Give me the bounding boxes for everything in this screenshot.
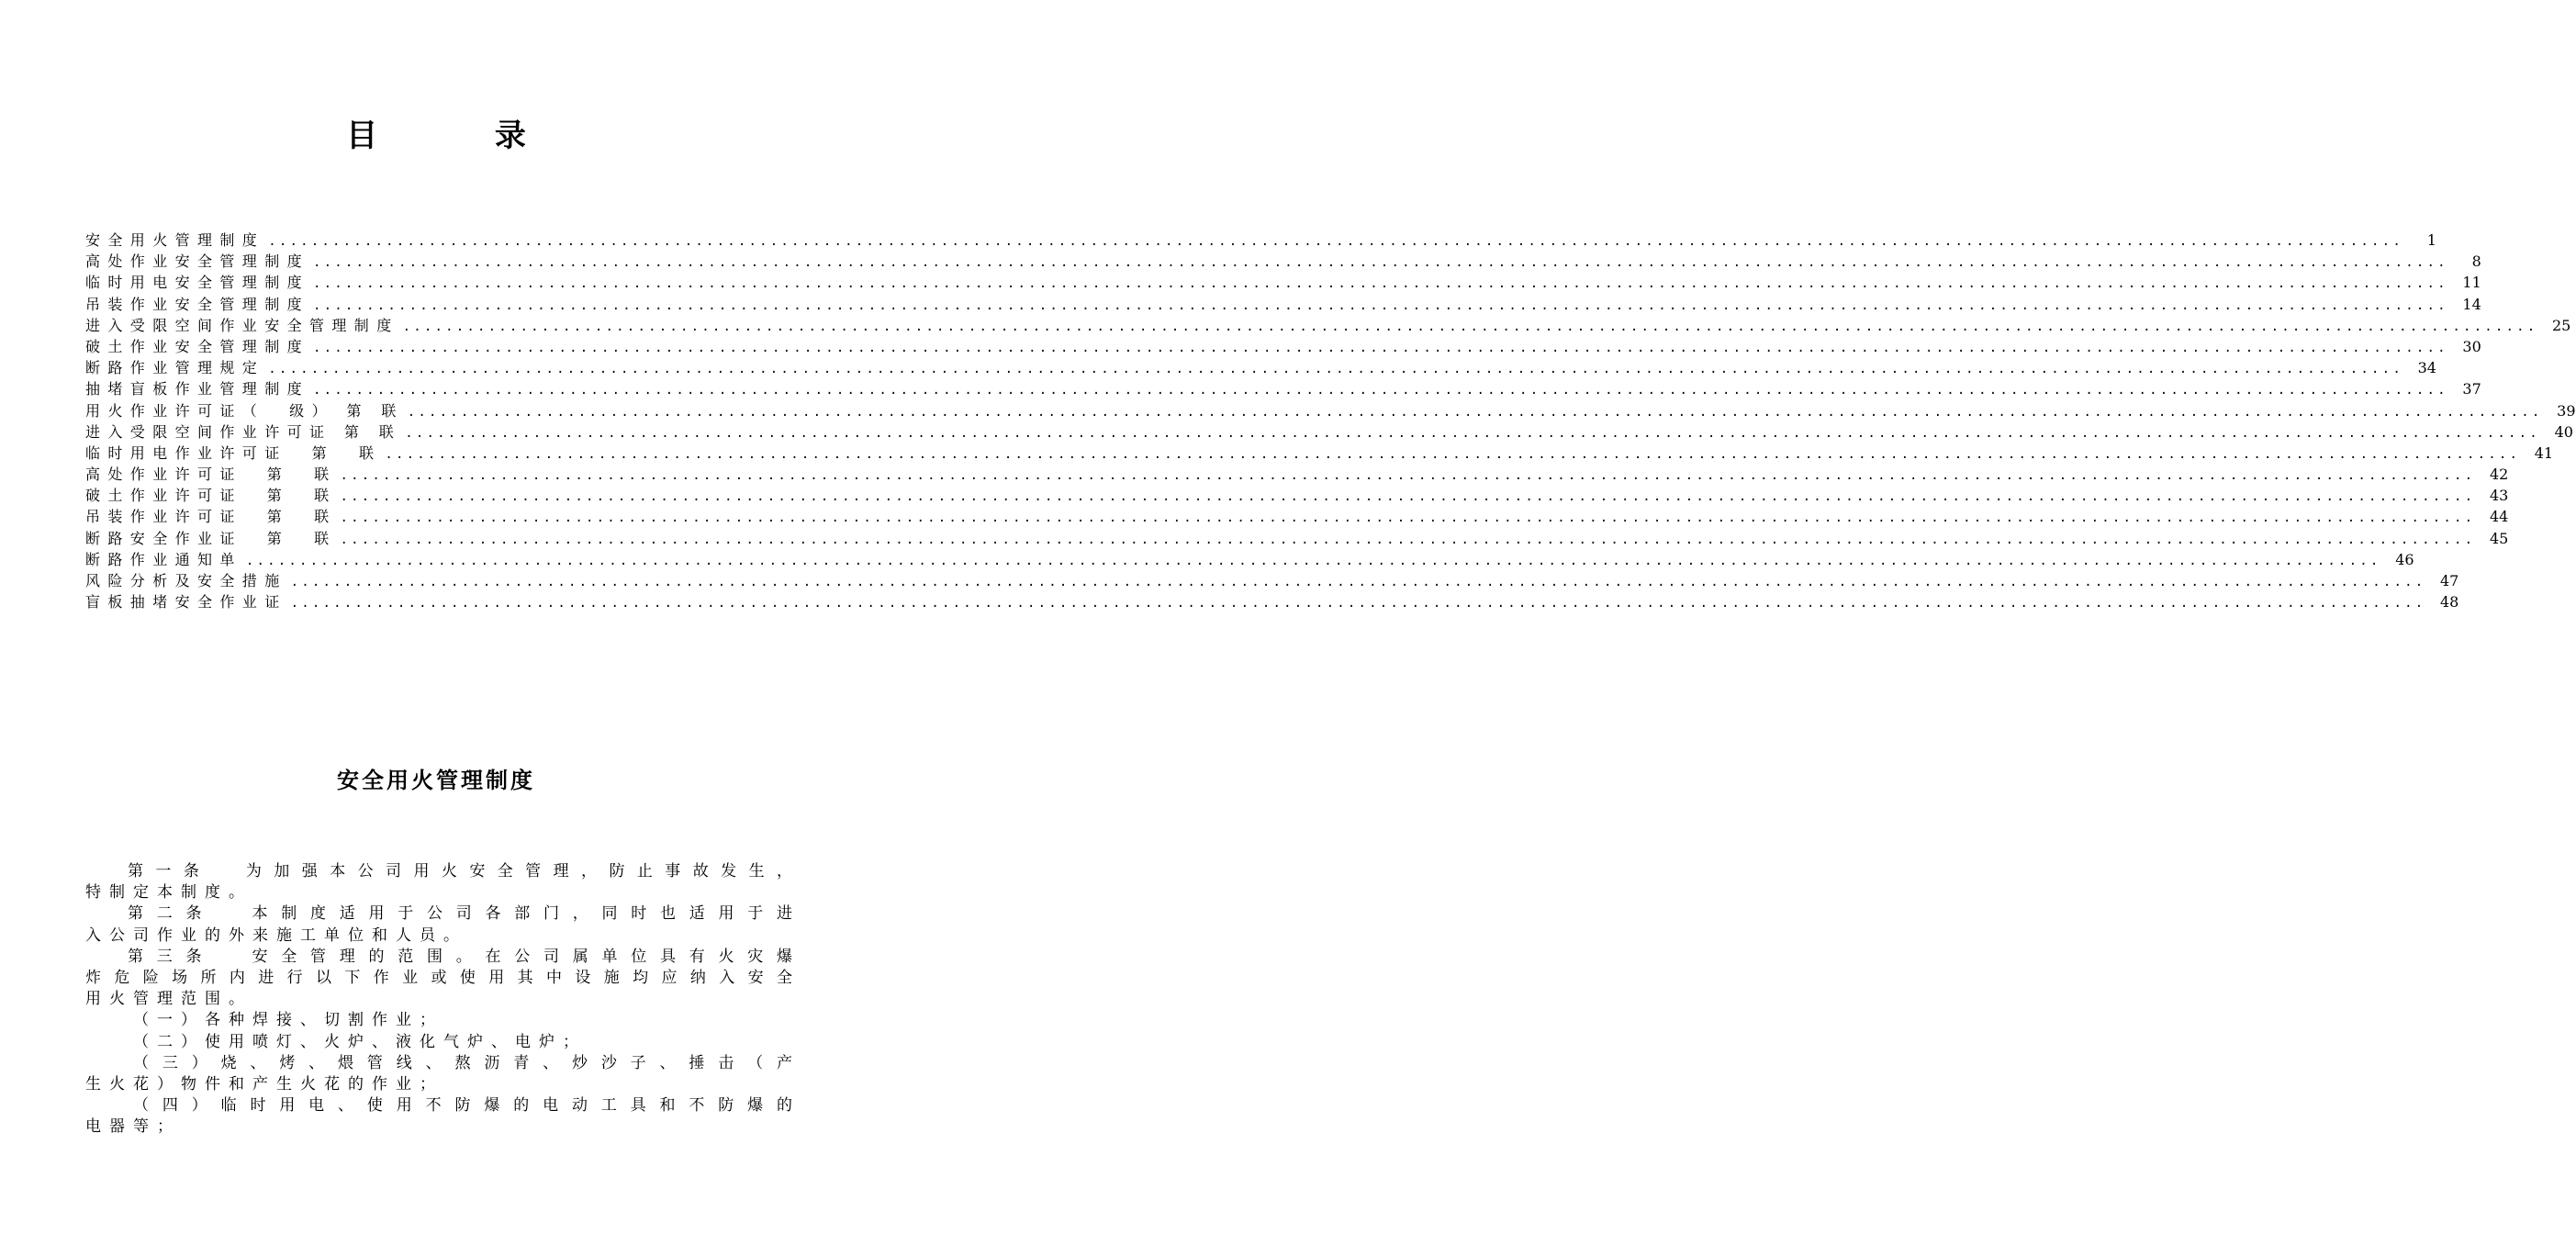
body-text-line: 第三条 安全管理的范围。在公司属单位具有火灾爆 (128, 947, 792, 966)
toc-entry-label: 高处作业许可证 第 联 (85, 466, 337, 484)
toc-entry-label: 抽堵盲板作业管理制度 (85, 380, 310, 398)
toc-leader-dots: ........................................................................................................................................................................................................ (313, 297, 2448, 313)
toc-entry-page: 39 (2557, 401, 2576, 420)
toc-leader-dots: ........................................................................................................................................................................................................ (245, 553, 2381, 568)
toc-entry-label: 断路作业通知单 (85, 550, 242, 568)
toc-entry[interactable] (85, 421, 2573, 443)
toc-entry[interactable] (85, 506, 2509, 527)
table-of-contents (85, 230, 2576, 612)
toc-entry-label: 临时用电作业许可证 第 联 (85, 443, 382, 462)
toc-leader-dots: ........................................................................................................................................................................................................ (407, 404, 2543, 420)
body-text-line: （一）各种焊接、切割作业； (133, 1011, 443, 1030)
toc-entry[interactable] (85, 400, 2576, 421)
toc-entry-page: 8 (2471, 252, 2481, 271)
body-text-line: 第一条 为加强本公司用火安全管理，防止事故发生， (128, 862, 792, 881)
toc-title: 目 录 (346, 118, 579, 154)
toc-leader-dots: ........................................................................................................................................................................................................ (313, 383, 2448, 398)
body-text-line: 特制定本制度。 (85, 883, 252, 903)
toc-entry-page: 46 (2395, 550, 2414, 568)
body-text-line: 第二条 本制度适用于公司各部门，同时也适用于进 (128, 904, 792, 924)
toc-leader-dots: ........................................................................................................................................................................................................ (385, 446, 2521, 462)
toc-entry[interactable] (85, 591, 2459, 612)
toc-entry-label: 风险分析及安全措施 (85, 572, 287, 589)
toc-leader-dots: ........................................................................................................................................................................................................ (405, 425, 2540, 441)
toc-entry-page: 25 (2552, 316, 2571, 334)
body-text-line: 炸危险场所内进行以下作业或使用其中设施均应纳入安全 (85, 968, 792, 987)
toc-entry-label: 安全用火管理制度 (85, 231, 265, 249)
toc-entry[interactable] (85, 528, 2509, 549)
toc-entry-label: 断路作业管理规定 (85, 359, 265, 377)
toc-entry-page: 37 (2462, 380, 2481, 398)
toc-entry-page: 41 (2534, 443, 2554, 462)
toc-entry-label: 进入受限空间作业许可证 第 联 (85, 422, 402, 441)
body-text-line: 生火花）物件和产生火花的作业； (85, 1074, 443, 1094)
toc-entry[interactable] (85, 357, 2436, 378)
section-title: 安全用火管理制度 (337, 768, 535, 793)
body-text-line: （四）临时用电、使用不防爆的电动工具和不防爆的 (133, 1096, 792, 1116)
toc-entry-label: 临时用电安全管理制度 (85, 274, 310, 292)
body-text-line: （二）使用喷灯、火炉、液化气炉、电炉； (133, 1032, 587, 1051)
toc-entry-label: 破土作业许可证 第 联 (85, 487, 337, 505)
toc-entry-page: 45 (2489, 529, 2509, 547)
toc-entry[interactable] (85, 294, 2481, 315)
toc-entry-label: 破土作业安全管理制度 (85, 337, 310, 355)
toc-entry-page: 30 (2462, 337, 2481, 355)
toc-leader-dots: ........................................................................................................................................................................................................ (268, 234, 2403, 249)
body-text-line: （三）烧、烤、煨管线、熬沥青、炒沙子、捶击（产 (133, 1053, 792, 1072)
toc-leader-dots: ........................................................................................................................................................................................................ (340, 468, 2476, 484)
toc-entry-page: 40 (2554, 422, 2573, 441)
toc-entry-page: 44 (2489, 508, 2509, 526)
section-body (85, 861, 792, 1138)
toc-entry-page: 47 (2440, 572, 2459, 589)
toc-entry-label: 进入受限空间作业安全管理制度 (85, 316, 399, 334)
toc-entry-page: 42 (2489, 466, 2509, 484)
toc-leader-dots: ........................................................................................................................................................................................................ (340, 489, 2476, 505)
toc-leader-dots: ........................................................................................................................................................................................................ (268, 362, 2403, 377)
toc-entry[interactable] (85, 378, 2481, 399)
toc-entry[interactable] (85, 272, 2481, 293)
toc-entry-page: 1 (2426, 231, 2436, 249)
body-text-line: 入公司作业的外来施工单位和人员。 (85, 926, 467, 945)
toc-entry-page: 11 (2462, 274, 2481, 292)
toc-leader-dots: ........................................................................................................................................................................................................ (313, 276, 2448, 292)
toc-entry-label: 高处作业安全管理制度 (85, 252, 310, 271)
toc-entry-page: 34 (2417, 359, 2436, 377)
toc-entry-label: 用火作业许可证（ 级） 第 联 (85, 401, 404, 420)
toc-leader-dots: ........................................................................................................................................................................................................ (313, 340, 2448, 355)
body-text-line: 用火管理范围。 (85, 990, 252, 1009)
toc-leader-dots: ........................................................................................................................................................................................................ (402, 319, 2538, 334)
toc-entry-page: 14 (2462, 295, 2481, 313)
toc-entry[interactable] (85, 251, 2481, 272)
toc-entry[interactable] (85, 570, 2459, 591)
toc-leader-dots: ........................................................................................................................................................................................................ (290, 575, 2426, 589)
toc-entry-label: 断路安全作业证 第 联 (85, 529, 337, 547)
toc-entry[interactable] (85, 443, 2554, 464)
toc-leader-dots: ........................................................................................................................................................................................................ (340, 510, 2476, 526)
toc-entry-label: 盲板抽堵安全作业证 (85, 593, 287, 611)
toc-leader-dots: ........................................................................................................................................................................................................ (340, 532, 2476, 547)
toc-entry[interactable] (85, 485, 2509, 506)
toc-leader-dots: ........................................................................................................................................................................................................ (290, 596, 2426, 611)
toc-entry[interactable] (85, 336, 2481, 357)
toc-entry[interactable] (85, 230, 2436, 251)
toc-leader-dots: ........................................................................................................................................................................................................ (313, 255, 2448, 271)
toc-entry[interactable] (85, 315, 2571, 336)
toc-entry-label: 吊装作业安全管理制度 (85, 295, 310, 313)
body-text-line: 电器等； (85, 1117, 181, 1137)
toc-entry[interactable] (85, 464, 2509, 485)
toc-entry-page: 43 (2489, 487, 2509, 505)
toc-entry-page: 48 (2440, 593, 2459, 611)
toc-entry-label: 吊装作业许可证 第 联 (85, 508, 337, 526)
toc-entry[interactable] (85, 549, 2414, 570)
